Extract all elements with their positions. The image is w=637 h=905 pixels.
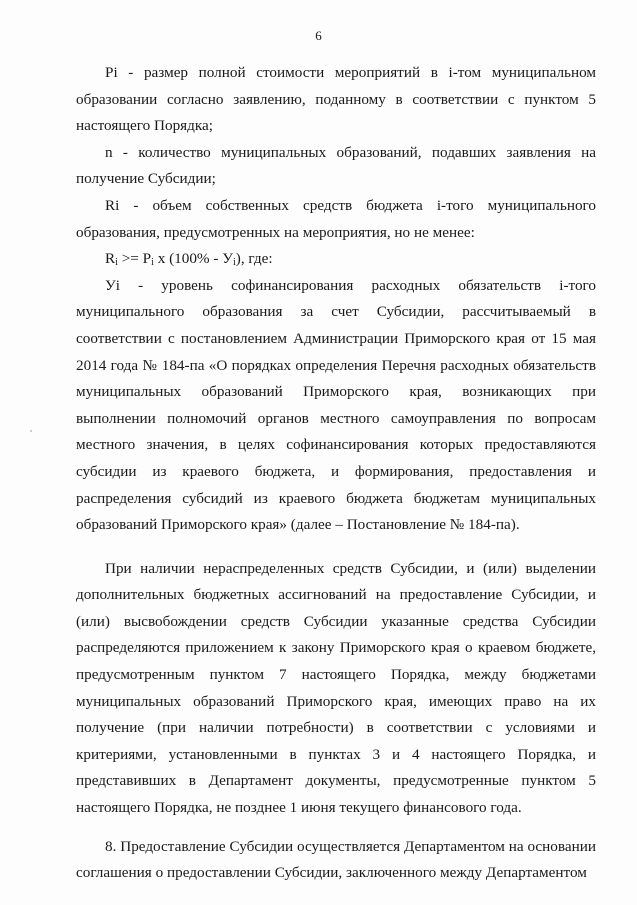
paragraph-undistributed-funds: При наличии нераспределенных средств Субсидии, и (или) выделении дополнительных бюджетных ассигнований на предоставление Субсидии, и (или) высвобождении средств Субсидии указанные средства Субсидии распределяются приложением к закону Приморского края о краевом бюджете, предусмотренным пунктом 7 настоящего Порядка, между бюджетами муниципальных образований Приморского края, имеющих право на их получение (при наличии потребности) в соответствии с условиями и критериями, установленными в пунктах 3 и 4 настоящего Порядка, и представивших в Департамент документы, предусмотренные пунктом 5 настоящего Порядка, не позднее 1 июня текущего финансового года. bbox=[76, 559, 596, 817]
scan-speck bbox=[30, 430, 32, 432]
document-body bbox=[76, 60, 596, 887]
formula-p: P bbox=[142, 250, 152, 268]
formula-line bbox=[76, 246, 596, 273]
paragraph-pi-definition: Pi - размер полной стоимости мероприятий в i-том муниципальном образовании согласно заявлению, поданному в соответствии с пунктом 5 настоящего Порядка; bbox=[76, 64, 596, 135]
formula-p-subscript: i bbox=[151, 257, 154, 269]
formula-ge: >= bbox=[117, 250, 143, 268]
paragraph-n-definition: n - количество муниципальных образований, подавших заявления на получение Субсидии; bbox=[76, 143, 596, 188]
formula-tail: ), где: bbox=[235, 250, 273, 268]
formula-r: R bbox=[105, 250, 116, 268]
page-number: 6 bbox=[315, 28, 322, 43]
formula-y-subscript: i bbox=[232, 257, 236, 269]
paragraph-ri-definition: Ri - объем собственных средств бюджета i-того муниципального образования, предусмотренных на мероприятия, но не менее: bbox=[76, 196, 596, 241]
paragraph-item-8: 8. Предоставление Субсидии осуществляется Департаментом на основании соглашения о предоставлении Субсидии, заключенного между Департаментом bbox=[76, 837, 596, 882]
formula-r-subscript: i bbox=[115, 257, 118, 269]
paragraph-yi-definition: Уi - уровень софинансирования расходных обязательств i-того муниципального образования за счет Субсидии, рассчитываемый в соответствии с постановлением Администрации Приморского края от 15 мая 2014 года № 184-па «О порядках определения Перечня расходных обязательств муниципальных образований Приморского края, возникающих при выполнении полномочий органов местного самоуправления по вопросам местного значения, в целях софинансирования которых предоставляются субсидии из краевого бюджета, и формирования, предоставления и распределения субсидий из краевого бюджета бюджетам муниципальных образований Приморского края» (далее – Постановление № 184-па). bbox=[76, 276, 596, 534]
formula-mid: x (100% - У bbox=[153, 250, 233, 268]
